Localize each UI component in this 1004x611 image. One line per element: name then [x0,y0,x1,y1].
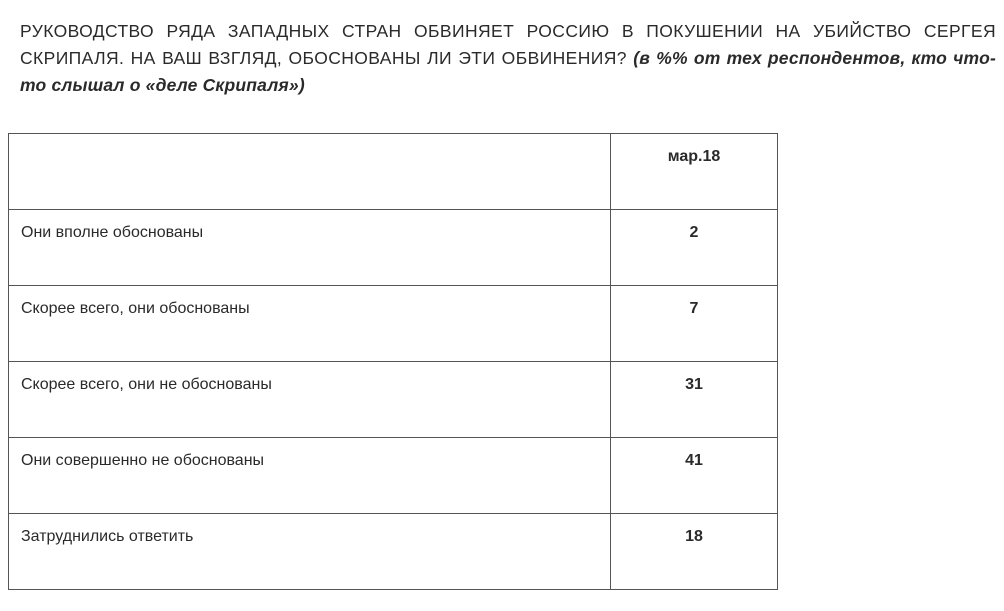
header-period-cell: мар.18 [611,134,778,210]
row-value: 31 [611,362,778,438]
table-row [9,438,778,514]
row-value: 18 [611,514,778,590]
table-row [9,514,778,590]
question-note: (в %% от тех респондентов, кто что-то слышал о «деле Скрипаля») [20,48,996,95]
row-label: Затруднились ответить [9,514,611,590]
question-text: РУКОВОДСТВО РЯДА ЗАПАДНЫХ СТРАН ОБВИНЯЕТ РОССИЮ В ПОКУШЕНИИ НА УБИЙСТВО СЕРГЕЯ СКРИПАЛЯ. НА ВАШ ВЗГЛЯД, ОБОСНОВАНЫ ЛИ ЭТИ ОБВИНЕНИЯ? [20,21,996,68]
row-value: 7 [611,286,778,362]
row-label: Они совершенно не обоснованы [9,438,611,514]
row-label: Скорее всего, они не обоснованы [9,362,611,438]
table-row [9,362,778,438]
row-value: 41 [611,438,778,514]
row-label: Скорее всего, они обоснованы [9,286,611,362]
row-label: Они вполне обоснованы [9,210,611,286]
header-label-cell [9,134,611,210]
row-value: 2 [611,210,778,286]
table-header-row [9,134,778,210]
results-table [8,133,778,590]
table-row [9,210,778,286]
survey-question [20,18,996,99]
table-row [9,286,778,362]
